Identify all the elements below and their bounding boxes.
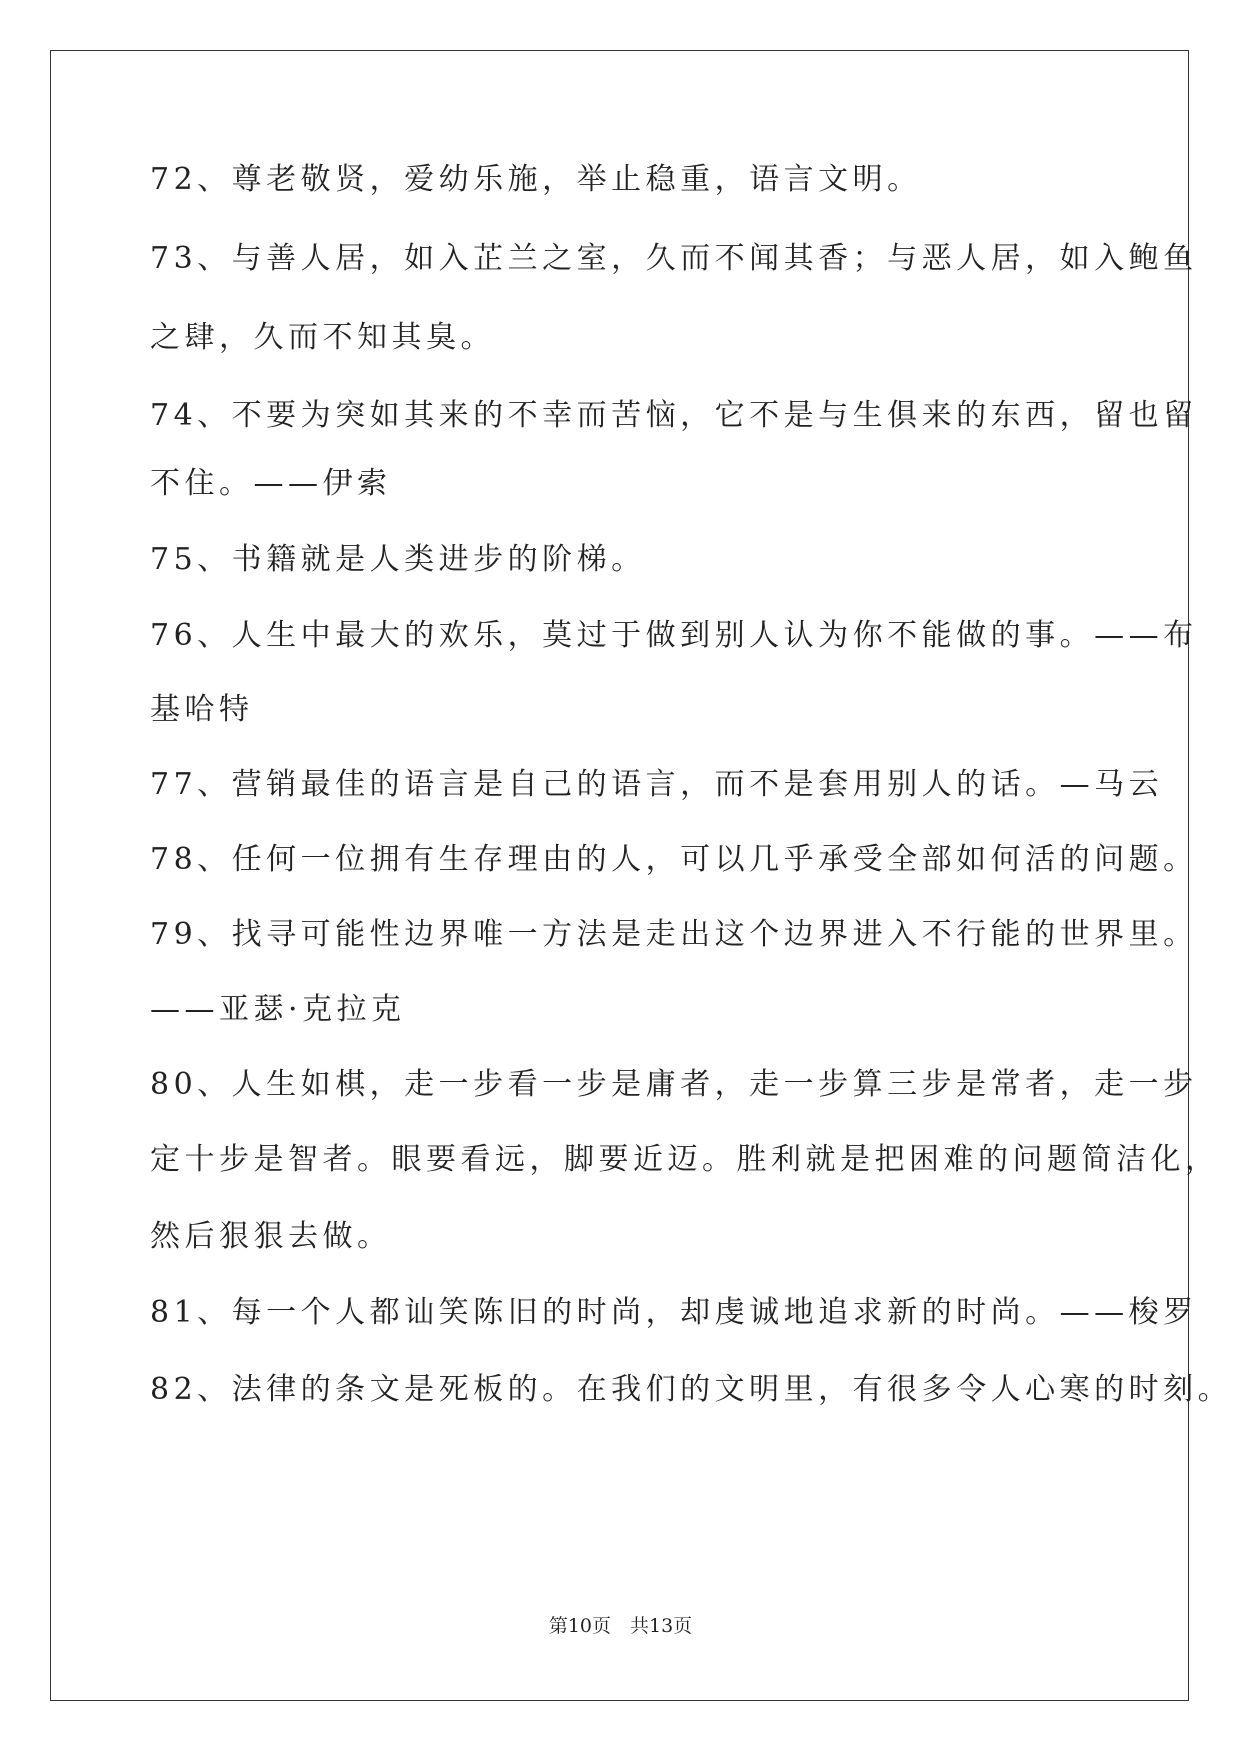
text-line: 77、营销最佳的语言是自己的语言，而不是套用别人的话。—马云: [150, 767, 1164, 802]
text-line: 76、人生中最大的欢乐，莫过于做到别人认为你不能做的事。——布: [150, 618, 1198, 653]
text-line: 82、法律的条文是死板的。在我们的文明里，有很多令人心寒的时刻。: [150, 1372, 1233, 1407]
text-line: ——亚瑟·克拉克: [150, 992, 406, 1027]
text-line: 定十步是智者。眼要看远，脚要近迈。胜利就是把困难的问题简洁化，: [150, 1142, 1220, 1177]
text-line: 81、每一个人都讪笑陈旧的时尚，却虔诚地追求新的时尚。——梭罗: [150, 1295, 1198, 1330]
text-line: 然后狠狠去做。: [150, 1219, 392, 1254]
text-line: 78、任何一位拥有生存理由的人，可以几乎承受全部如何活的问题。: [150, 842, 1198, 877]
text-line: 之肆，久而不知其臭。: [150, 320, 495, 355]
text-line: 75、书籍就是人类进步的阶梯。: [150, 542, 646, 577]
text-line: 79、找寻可能性边界唯一方法是走出这个边界进入不行能的世界里。: [150, 917, 1198, 952]
text-line: 74、不要为突如其来的不幸而苦恼，它不是与生俱来的东西，留也留: [150, 398, 1198, 433]
page-footer: 第10页 共13页: [548, 1615, 693, 1637]
text-line: 不住。——伊索: [150, 466, 392, 501]
text-line: 72、尊老敬贤，爱幼乐施，举止稳重，语言文明。: [150, 162, 922, 197]
text-line: 73、与善人居，如入芷兰之室，久而不闻其香；与恶人居，如入鲍鱼: [150, 241, 1198, 276]
text-line: 基哈特: [150, 692, 254, 727]
text-line: 80、人生如棋，走一步看一步是庸者，走一步算三步是常者，走一步: [150, 1067, 1198, 1102]
